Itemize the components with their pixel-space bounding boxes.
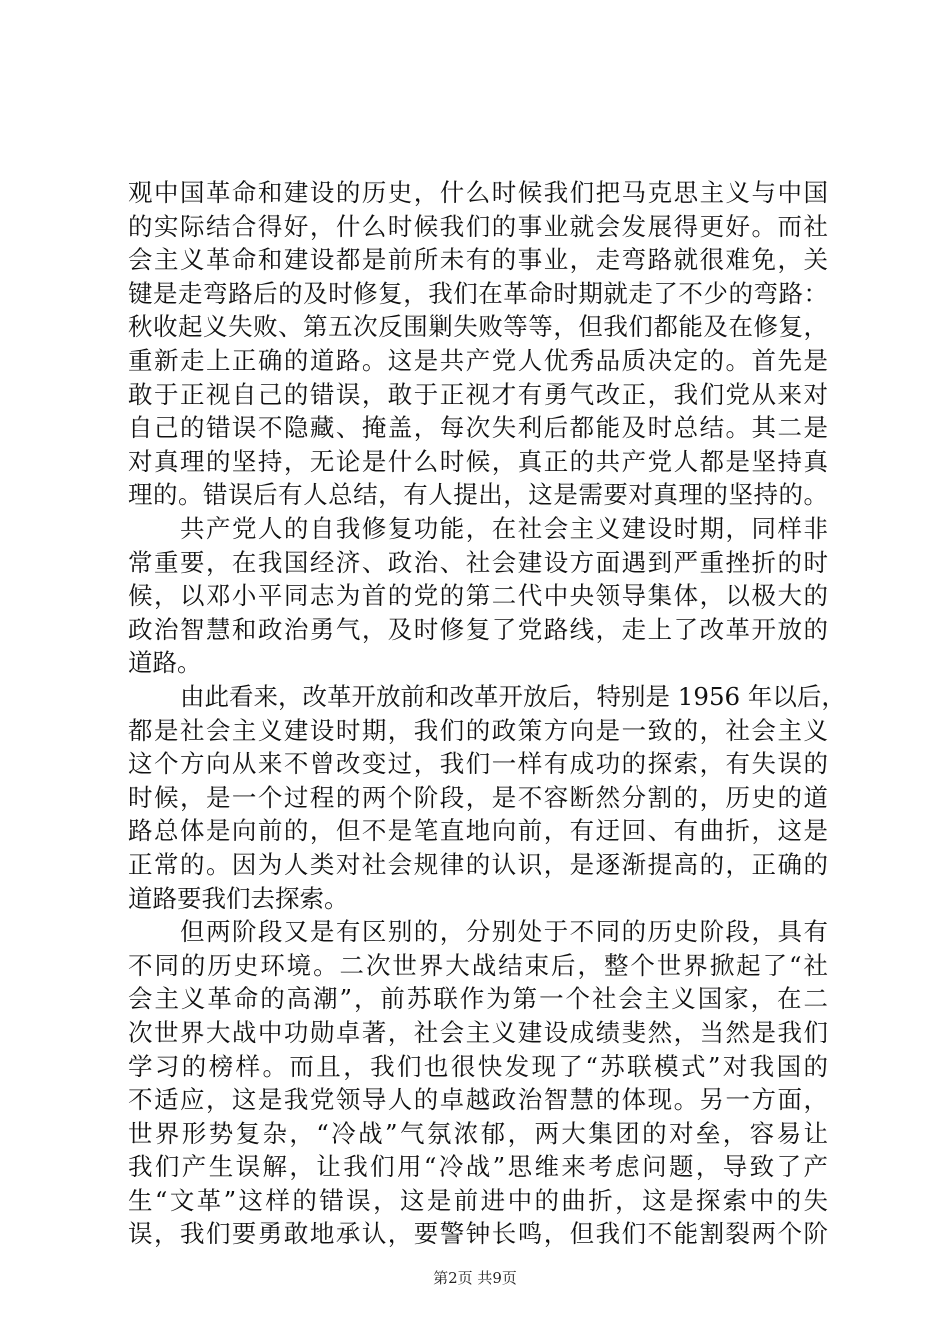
text-line: 路总体是向前的，但不是笔直地向前，有迂回、有曲折，这是: [128, 816, 828, 846]
text-line: 会主义革命和建设都是前所未有的事业，走弯路就很难免，关: [128, 245, 828, 275]
text-line: 时候，是一个过程的两个阶段，是不容断然分割的，历史的道: [128, 782, 828, 812]
text-line: 秋收起义失败、第五次反围剿失败等等，但我们都能及在修复，: [128, 312, 828, 342]
paragraph-1: [128, 176, 828, 512]
text-line: 观中国革命和建设的历史，什么时候我们把马克思主义与中国: [128, 178, 828, 207]
text-line: 理的。错误后有人总结，有人提出，这是需要对真理的坚持的。: [128, 480, 828, 510]
text-line: 生“文革”这样的错误，这是前进中的曲折，这是探索中的失: [128, 1185, 828, 1215]
text-line: 都是社会主义建设时期，我们的政策方向是一致的，社会主义: [128, 715, 828, 745]
text-line: 误，我们要勇敢地承认，要警钟长鸣，但我们不能割裂两个阶: [128, 1219, 828, 1249]
paragraph-3: [128, 680, 846, 915]
text-line: 政治智慧和政治勇气，及时修复了党路线，走上了改革开放的: [128, 614, 828, 644]
text-line: 道路。: [128, 648, 202, 678]
paragraph-2: [128, 512, 828, 680]
page-number-footer: 第2页 共9页: [433, 1269, 517, 1287]
text-line: 键是走弯路后的及时修复，我们在革命时期就走了不少的弯路：: [128, 278, 828, 308]
text-line: 对真理的坚持，无论是什么时候，真正的共产党人都是坚持真: [128, 446, 828, 476]
text-line: 正常的。因为人类对社会规律的认识，是逐渐提高的，正确的: [128, 849, 828, 879]
text-line: 敢于正视自己的错误，敢于正视才有勇气改正，我们党从来对: [128, 379, 828, 409]
body-text: [128, 512, 846, 1251]
text-line: 道路要我们去探索。: [128, 883, 349, 913]
text-line: 世界形势复杂，“冷战”气氛浓郁，两大集团的对垒，容易让: [128, 1118, 828, 1148]
text-line: 不同的历史环境。二次世界大战结束后，整个世界掀起了“社: [128, 950, 828, 980]
text-line: 我们产生误解，让我们用“冷战”思维来考虑问题，导致了产: [128, 1152, 828, 1182]
text-line: 但两阶段又是有区别的，分别处于不同的历史阶段，具有: [180, 917, 828, 947]
text-line: 次世界大战中功勋卓著，社会主义建设成绩斐然，当然是我们: [128, 1017, 828, 1047]
text-line: 会主义革命的高潮”，前苏联作为第一个社会主义国家，在二: [128, 984, 828, 1014]
text-line: 重新走上正确的道路。这是共产党人优秀品质决定的。首先是: [128, 345, 828, 375]
text-line: 不适应，这是我党领导人的卓越政治智慧的体现。另一方面，: [128, 1085, 828, 1115]
text-line: 由此看来，改革开放前和改革开放后，特别是 1956 年以后，: [180, 681, 846, 711]
paragraph-4: [128, 915, 828, 1251]
text-line: 共产党人的自我修复功能，在社会主义建设时期，同样非: [180, 514, 828, 543]
text-line: 的实际结合得好，什么时候我们的事业就会发展得更好。而社: [128, 211, 828, 241]
text-line: 候，以邓小平同志为首的党的第二代中央领导集体，以极大的: [128, 581, 828, 611]
text-line: 学习的榜样。而且，我们也很快发现了“苏联模式”对我国的: [128, 1051, 828, 1081]
text-line: 自己的错误不隐藏、掩盖，每次失利后都能及时总结。其二是: [128, 413, 828, 443]
text-line: 这个方向从来不曾改变过，我们一样有成功的探索，有失误的: [128, 749, 828, 779]
text-line: 常重要，在我国经济、政治、社会建设方面遇到严重挫折的时: [128, 547, 828, 577]
